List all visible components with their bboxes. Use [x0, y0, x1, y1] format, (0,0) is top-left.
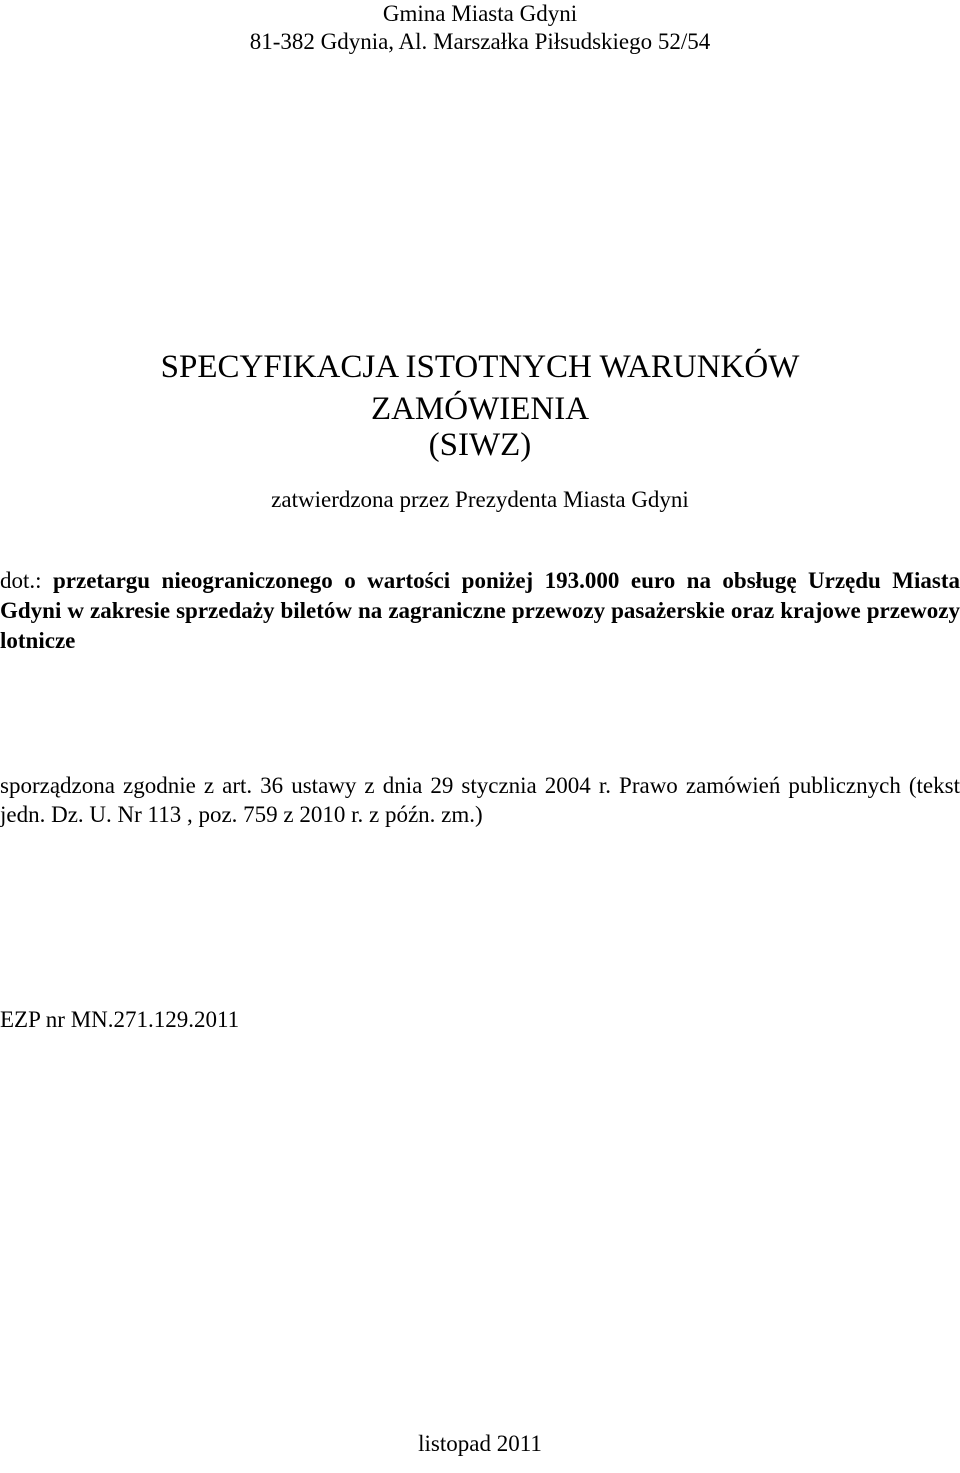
- document-title-line-1: SPECYFIKACJA ISTOTNYCH WARUNKÓW: [160, 349, 800, 385]
- approval-note: zatwierdzona przez Prezydenta Miasta Gdyni: [271, 487, 689, 512]
- organization-address: 81-382 Gdynia, Al. Marszałka Piłsudskiego 52/54: [249, 29, 711, 54]
- organization-name: Gmina Miasta Gdyni: [382, 1, 578, 26]
- document-title-line-2: ZAMÓWIENIA: [370, 391, 590, 427]
- document-title-abbreviation: (SIWZ): [428, 427, 532, 463]
- document-date: listopad 2011: [418, 1431, 542, 1456]
- subject-paragraph: [0, 566, 960, 656]
- subject-text: przetargu nieograniczonego o wartości poniżej 193.000 euro na obsługę Urzędu Miasta Gdyni w zakresie sprzedaży biletów na zagraniczne przewozy pasażerskie oraz krajowe przewozy lotnicze: [0, 568, 960, 653]
- subject-prefix: dot.:: [0, 568, 53, 593]
- reference-number: EZP nr MN.271.129.2011: [0, 1007, 240, 1032]
- legal-basis-paragraph: sporządzona zgodnie z art. 36 ustawy z dnia 29 stycznia 2004 r. Prawo zamówień publicznych (tekst jedn. Dz. U. Nr 113 , poz. 759 z 2010 r. z późn. zm.): [0, 773, 960, 827]
